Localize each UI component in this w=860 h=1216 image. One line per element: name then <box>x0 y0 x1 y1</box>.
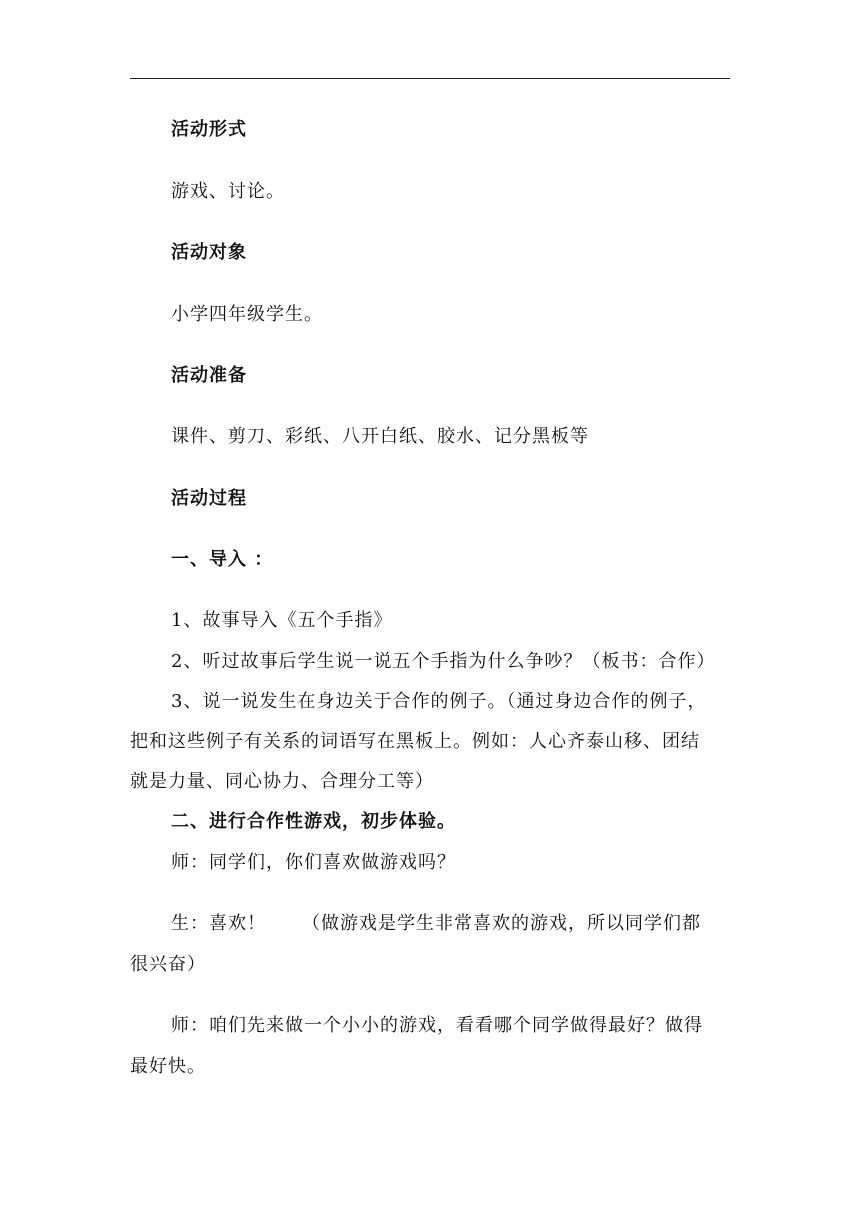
heading-activity-form: 活动形式 <box>171 119 247 140</box>
heading-cooperative-game: 二、进行合作性游戏，初步体验。 <box>171 811 456 832</box>
intro-item-2: 2、听过故事后学生说一说五个手指为什么争吵？（板书：合作） <box>171 651 716 672</box>
student-line-1 <box>130 912 730 936</box>
header-rule <box>130 78 730 79</box>
teacher-line-1: 师：同学们，你们喜欢做游戏吗？ <box>171 852 456 873</box>
paragraph-activity-preparation: 课件、剪刀、彩纸、八开白纸、胶水、记分黑板等 <box>171 426 589 447</box>
student-line-1-continued: 很兴奋） <box>130 954 206 975</box>
teacher-line-2: 师：咱们先来做一个小小的游戏，看看哪个同学做得最好？做得 <box>171 1015 703 1036</box>
heading-activity-process: 活动过程 <box>171 488 247 509</box>
teacher-line-2-continued: 最好快。 <box>130 1056 206 1077</box>
heading-activity-target: 活动对象 <box>171 242 247 263</box>
student-reply: 生：喜欢！ <box>171 913 266 934</box>
student-reply-note: （做游戏是学生非常喜欢的游戏，所以同学们都 <box>302 913 701 934</box>
intro-item-1: 1、故事导入《五个手指》 <box>171 610 393 631</box>
heading-activity-preparation: 活动准备 <box>171 365 247 386</box>
paragraph-activity-form: 游戏、讨论。 <box>171 181 285 202</box>
intro-item-3-line-1: 3、说一说发生在身边关于合作的例子。（通过身边合作的例子， <box>171 691 707 712</box>
intro-item-3-line-3: 就是力量、同心协力、合理分工等） <box>130 771 434 792</box>
paragraph-activity-target: 小学四年级学生。 <box>171 304 323 325</box>
heading-introduction: 一、导入 ： <box>171 549 274 570</box>
intro-item-3-line-2: 把和这些例子有关系的词语写在黑板上。例如：人心齐泰山移、团结 <box>130 731 700 752</box>
